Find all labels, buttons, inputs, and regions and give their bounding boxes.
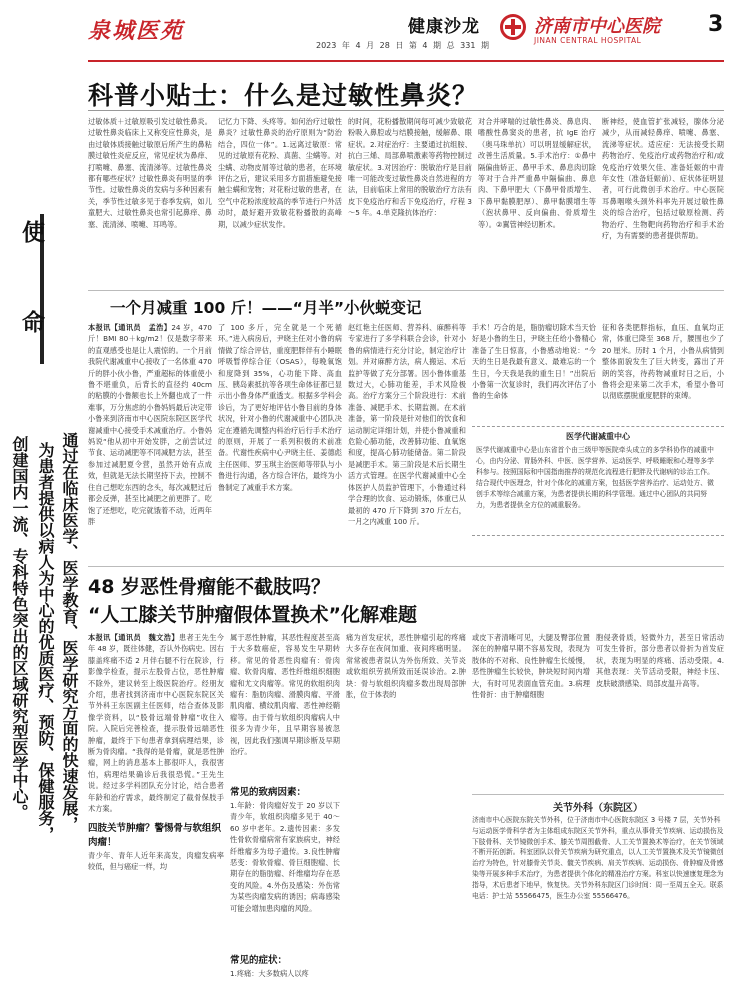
article-paragraph: 胞侵袭骨质，轻微外力，甚至日常活动可发生骨折，部分患者以骨折为首发症状，表现为明显的疼痛、活动受限。4.其他表现：关节活动受限，神经卡压、皮肤破溃感染、局部皮温升高等。 bbox=[596, 633, 724, 688]
article-paragraph: 对合并哮喘的过敏性鼻炎、鼻息肉、嗜酸性鼻窦炎的患者，抗 IgE 治疗（奥马珠单抗）可以明显缓解症状，改善生活质量。5.手术治疗：①鼻中隔偏曲矫正、鼻甲手术、鼻息肉切除等对于合并严重鼻中隔偏曲、鼻息肉、下鼻甲肥大（下鼻甲骨质增生、下鼻甲黏膜肥厚）、鼻甲黏膜增生等（泡状鼻甲、反向偏曲、骨质增生等）。②翼管神经切断术。 bbox=[478, 117, 596, 229]
column-brand: 泉城医苑 bbox=[88, 18, 185, 44]
article-paragraph: 或皮下者清晰可见，大腿及臀部位置深在的肿瘤早期不容易发现，表现为肢体的不对称、良性肿瘤生长缓慢，恶性肿瘤生长较快，肿块短时间内增大，有时可见表面血管充血。3.病理性骨折：由于肿瘤细胞 bbox=[472, 633, 590, 700]
article-paragraph: 痛为首发症状，恶性肿瘤引起的疼痛大多存在夜间加重、夜间疼痛明显。常常被患者误认为外伤所致、关节炎或软组织劳损所致而延误诊治。2.肿块：骨与软组织肉瘤多数出现局部肿胀，位于体表的 bbox=[346, 633, 466, 700]
mission-column bbox=[0, 72, 88, 1000]
article-paragraph bbox=[88, 322, 212, 562]
subsection-heading: 常见的致病因素： bbox=[230, 787, 307, 798]
article-paragraph: 手术！巧合的是，脂肪瘤切除术当天恰好是小鲁的生日，尹晓主任给小鲁精心准备了生日惊喜，小鲁感动地说：“今天的生日是我最有意义、最难忘的一个生日，今天我是我的重生日！”出院后小鲁第一次复诊时，我们再次评估了小鲁的生命体 bbox=[472, 323, 596, 401]
article-paragraph: 1.年龄：骨肉瘤好发于 20 岁以下青少年，软组织肉瘤多见于 40～60 岁中老年。2.遗传因素：多发性骨软骨瘤病常有家族病史，神经纤维瘤多为母子遗传。3.良性肿瘤恶变：骨软骨瘤、骨巨细胞瘤、长期存在的脂肪瘤、纤维瘤均存在恶变的风险。4.外伤及感染：外伤常为某些肉瘤发病的诱因；病毒感染可能会增加患肉瘤的风险。 bbox=[230, 801, 340, 913]
mission-label-box bbox=[14, 214, 44, 364]
article-byline: 本报讯【通讯员 魏文浩】 bbox=[88, 633, 179, 642]
article-paragraph: 征和各类肥胖指标，血压、血氧均正常，体重已降至 368 斤，腰围也少了 20 厘米。历时 1 个月，小鲁从病情到整体面貌发生了巨大转变，露出了开朗的笑容，待药物减重时日之后，小鲁将会迎来第二次手术，希望小鲁可以彻底摆脱重度肥胖的束缚。 bbox=[602, 323, 724, 401]
article-byline: 本报讯【通讯员 孟浩】 bbox=[88, 323, 172, 332]
article-column bbox=[88, 632, 224, 1000]
article-paragraph bbox=[88, 632, 224, 818]
article-paragraph: 赵红艳主任医师、营养科、麻醉科等专家进行了多学科联合会诊，针对小鲁的病情进行充分讨论，制定治疗计划。并对麻醉方法，病人搬运、术后监护等做了充分部署。因小鲁体重基数过大，心肺功能差，手术风险极高。治疗方案分三个阶段进行：术前准备、减肥手术、长期监测。在术前准备，第一阶段是针对他们的饮食和运动制定详细计划，并使小鲁减重和危险心肺功能，改善肺功能、血氧饱和度，提高心肺功能储备。第二阶段是减肥手术。第三阶段是术后长期生活方式管理。在医学代谢减重中心全体医护人员监护管理下，小鲁通过科学合理的饮食、运动锻炼，体重已从最初的 470 斤下降到 370 斤左右，一月之内减重 100 斤。 bbox=[348, 323, 466, 526]
article-title: 科普小贴士：什么是过敏性鼻炎？ bbox=[88, 81, 479, 110]
article-paragraph: 属于恶性肿瘤，其恶性程度甚至高于大多数癌症，容易发生早期转移。常见的骨恶性肉瘤有：骨肉瘤、软骨肉瘤、恶性纤维组织细胞瘤和尤文肉瘤等。常见的软组织肉瘤有：脂肪肉瘤、滑膜肉瘤、平滑肌肉瘤、横纹肌肉瘤、恶性神经鞘瘤等。由于骨与软组织肉瘤病人中很多为青少年，且早期容易被忽视，因此我们强调早期诊断及早期治疗。 bbox=[230, 633, 340, 757]
article-paragraph: 的时间，花粉播散期间每可减少致敏花粉吸入鼻腔或与结膜接触，缓解鼻、眼症状。2.对症治疗：主要通过抗组胺、抗白三烯、局部鼻喷激素等药物控制过敏症状。3.对因治疗：脱敏治疗是目前唯一可能改变过敏性鼻炎自然进程的方法，目前临床上常用的脱敏治疗方法有皮下免疫治疗和舌下免疫治疗，疗程 3～5 年。4.单克隆抗体治疗： bbox=[348, 117, 472, 218]
department-box bbox=[472, 794, 724, 1000]
info-box-body: 医学代谢减重中心是山东省首个由三级甲等医院牵头成立的多学科协作的减重中心，由内分泌、胃肠外科、中医、医学营养、运动医学、呼吸睡眠和心理等多学科参与。按照国际和中国指南推荐的规范化流程进行肥胖及代谢病的诊治工作。结合现代中医理念，针对个体化的减重方案，包括医学营养治疗、运动处方、微创手术等综合减重方案，为患者提供长期的科学管理。通过中心团队的共同努力，为患者提供全方位的减重服务。 bbox=[476, 446, 714, 509]
info-box-title: 医学代谢减重中心 bbox=[566, 432, 630, 441]
mission-statement-line: 通过在临床医学、医学教育、医学研究方面的快速发展， bbox=[60, 432, 79, 832]
section-divider bbox=[88, 290, 724, 291]
article-paragraph: 青少年、青年人近年来高发，肉瘤发病率较低，但与癌症一样，均 bbox=[88, 851, 224, 872]
subsection-heading: 常见的症状： bbox=[230, 955, 288, 966]
article-paragraph: 记忆力下降、头疼等。如何治疗过敏性鼻炎？过敏性鼻炎的治疗原则为“防治结合，四位一体”。1.远离过敏原：常见的过敏原有花粉、真菌、尘螨等。对尘螨、动物皮屑等过敏的患者，在环境评估之后，建议采用多方面措施避免接触尘螨和宠物；对花粉过敏的患者，在空气中花粉浓度较高的季节进行户外活动时，最好避开致敏花粉播散的高峰期，以减少症状发作。 bbox=[218, 117, 342, 229]
article-paragraph: 1.疼痛：大多数病人以疼 bbox=[230, 969, 309, 978]
subsection-heading: 四肢关节肿瘤？警惕骨与软组织肉瘤！ bbox=[88, 823, 222, 848]
article-paragraph: 了 100 多斤，完全就是一个死循环。”进入病房后，尹晓主任对小鲁的病情做了综合评估，重度肥胖伴有小睡眠呼吸暂停综合征（OSAS），每晚氧饱和度降到 35%，心功能下降、高血压、胰岛素抵抗等各项生命体征都已显示出小鲁身体严重透支。根据多学科会诊后，为了更好地评估小鲁目前的身体状况，针对小鲁的代谢减重中心团队决定在遵循先调整内科治疗后行手术治疗的原则，开展了一系列积极的术前准备。代谢性疾病中心尹晓主任、姜德彪主任医师、罗玉琪主治医师等带队与小鲁进行沟通，各方综合评估，最终为小鲁制定了减重手术方案。 bbox=[218, 323, 342, 492]
hospital-logo-icon bbox=[500, 14, 526, 40]
article-text: 患者王先生今年 48 岁，既往体健，否认外伤病史。因右膝盖疼痛不适 2 月伴右腿不行在院诊，行影像学检查，提示左股骨占位，恶性肿瘤不除外，建议转至上级医院治疗。经朋友介绍，患者找到济南市中心医院东院区关节外科王东医副主任医师，结合查体及影像学资料，以“股骨远端骨肿瘤”收住入院。入院后完善检查，提示股骨远端恶性肿瘤，最终于下旬患者拿到病理结果，诊断为骨肉瘤。“我得的是骨瘤，就是恶性肿瘤，网上的消息基本上都很吓人，我很害怕，病理结果确诊后我很恐慌。”王先生说。经过多学科团队充分讨论，结合患者年龄和治疗需求，最终制定了截骨保肢手术方案。 bbox=[88, 633, 224, 814]
mission-label-bottom: 命 bbox=[22, 309, 45, 336]
mission-label-top: 使 bbox=[22, 219, 45, 246]
article-subtitle: “人工膝关节肿瘤假体置换术”化解难题 bbox=[88, 604, 417, 626]
section-divider bbox=[88, 566, 724, 567]
article-paragraph: 断神经，使血管扩张减轻，腺体分泌减少，从而减轻鼻痒、喷嚏、鼻塞、流涕等症状。适应症：无法接受长期药物治疗、免疫治疗或药物治疗和/或免疫治疗效果欠佳、准备妊娠的中青年女性（准备妊娠前）、症状体征明显者，可行此微创手术治疗。中心医院耳鼻咽喉头颈外科率先开展过敏性鼻炎的综合治疗，包括过敏原检测、药物治疗、生物靶向药物治疗和手术治疗，为有需要的患者提供帮助。 bbox=[602, 117, 724, 241]
header-rule bbox=[88, 60, 724, 62]
article-title: 48 岁恶性骨瘤能不截肢吗？ bbox=[88, 576, 331, 598]
hospital-name-en: JINAN CENTRAL HOSPITAL bbox=[534, 36, 642, 45]
article-text: 24 岁，470 斤！BMI 80＋kg/m2！仅是数字带来的直观感受也是让人震惊的。一个月前我院代谢减重中心接收了一名体重 470 斤的胖小伙小鲁，严重超标的体重使小鲁不堪重负，后背长的直径约 40cm 的粘膜的小鲁额也长上外翻也成了一件难事，万分焦虑的小鲁妈妈最后决定带小鲁来到济南市中心医院东院区医学代谢减重中心接受手术减重治疗。小鲁妈妈说“他从初中开始发胖，之前尝试过节食、运动减肥等不同减肥方法，甚至参加过减肥夏令营，虽然开始有点成效，但就是无法长期坚持下去，控制不住自己想吃东西的念头，每次减肥过后都会反弹，甚至比减肥之前更胖了。吃饱了还想吃，吃完就饿着不动，近两年胖 bbox=[88, 323, 212, 526]
issue-line: 2023 年 4 月 28 日 第 4 期 总 331 期 bbox=[316, 41, 489, 50]
info-box bbox=[472, 426, 724, 536]
title-rule bbox=[88, 110, 724, 111]
department-title: 关节外科（东院区） bbox=[553, 803, 643, 814]
page-number: 3 bbox=[708, 12, 724, 37]
hospital-name: 济南市中心医院 bbox=[534, 16, 660, 37]
mission-statement-line: 创建国内一流、专科特色突出的区域研究型医学中心。 bbox=[10, 436, 29, 820]
page-header bbox=[0, 0, 744, 72]
article-paragraph: 过敏体质＋过敏原吸引发过敏性鼻炎。过敏性鼻炎临床上又称变应性鼻炎，是由过敏体质接触过敏原后所产生的鼻粘膜过敏性炎症反应，常见症状为鼻痒、打喷嚏、鼻塞、流清涕等。过敏性鼻炎都有哪些症状？过敏性鼻炎有明显的季节性。过敏性鼻炎的发病与多种因素有关，季节性过敏多见于春季发病，如儿童肥大、过敏性鼻炎也常引起鼻痒、鼻塞、流清涕、喷嚏、耳鸣等。 bbox=[88, 117, 212, 229]
mission-statement-line: 为患者提供以病人为中心的优质医疗、预防、保健服务， bbox=[36, 442, 55, 842]
article-title: 一个月减重 100 斤！——“月半”小伙蜕变记 bbox=[110, 299, 422, 317]
article-column bbox=[230, 632, 340, 1000]
department-body: 济南市中心医院东院关节外科，位于济南市中心医院东院区 3 号楼 7 层，关节外科与运动医学骨科学者为主体组成东院区关节外科，重点从事骨关节疾病、运动损伤及下肢骨科、关节镜微创手术、膝关节周围截骨、人工关节置换术等治疗，在关节领域不断开拓创新。科室团队以骨关节疾病为研究重点，以人工关节置换术及关节镜微创治疗为特色，针对膝骨关节炎、髋关节疾病、肩关节疾病、运动损伤、骨肿瘤及骨感染等开展多种手术治疗，为患者提供个体化的精准治疗方案。科室以快速康复理念为指导，术后患者下地早，恢复快。关节外科东院区门诊时间：周一至周五全天。联系电话：护士站 55566475，医生办公室 55566476。 bbox=[472, 816, 724, 900]
section-title: 健康沙龙 bbox=[408, 17, 480, 37]
